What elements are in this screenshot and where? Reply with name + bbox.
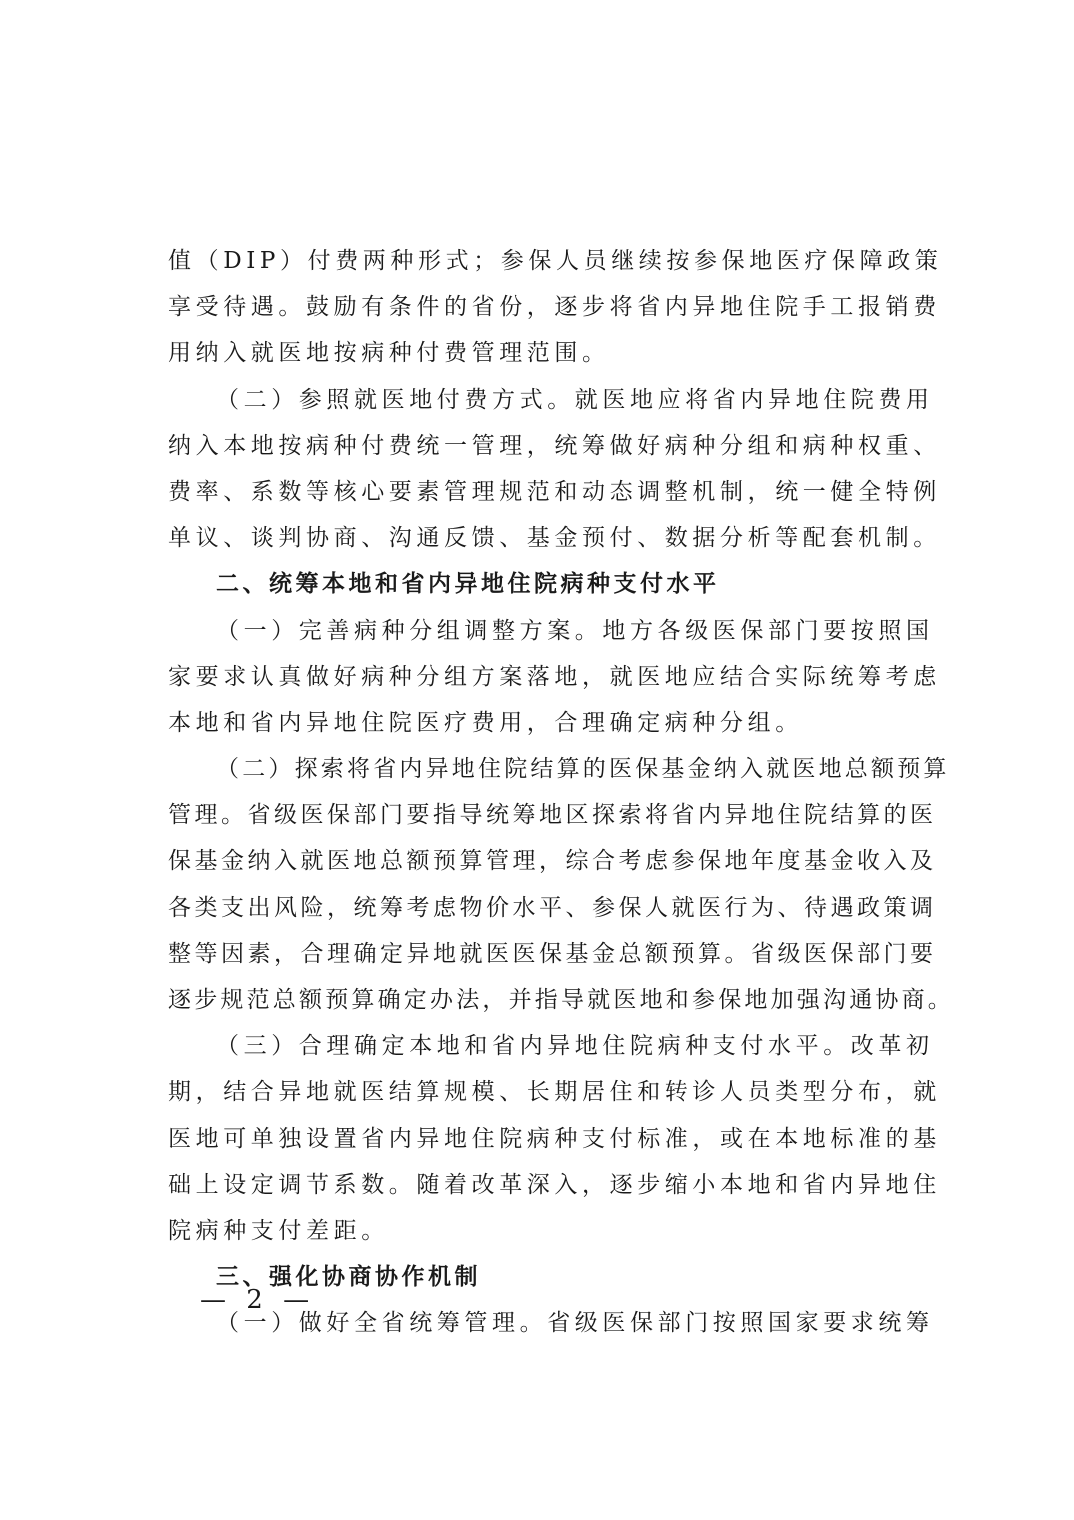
text-line: 本地和省内异地住院医疗费用，合理确定病种分组。	[168, 709, 803, 736]
text-line: （三）合理确定本地和省内异地住院病种支付水平。改革初	[216, 1033, 934, 1060]
text-line: 医地可单独设置省内异地住院病种支付标准，或在本地标准的基	[168, 1125, 941, 1152]
text-line: 单议、谈判协商、沟通反馈、基金预付、数据分析等配套机制。	[168, 525, 941, 552]
text-line: （一）做好全省统筹管理。省级医保部门按照国家要求统筹	[216, 1310, 934, 1337]
section-heading: 二、统筹本地和省内异地住院病种支付水平	[216, 571, 720, 598]
text-line: 整等因素，合理确定异地就医医保基金总额预算。省级医保部门要	[168, 940, 937, 967]
text-line: （一）完善病种分组调整方案。地方各级医保部门要按照国	[216, 617, 934, 644]
text-line: 纳入本地按病种付费统一管理，统筹做好病种分组和病种权重、	[168, 432, 941, 459]
page-number: — 2 —	[200, 1285, 316, 1315]
text-line: 费率、系数等核心要素管理规范和动态调整机制，统一健全特例	[168, 478, 941, 505]
text-line: 逐步规范总额预算确定办法，并指导就医地和参保地加强沟通协商。	[168, 987, 954, 1013]
section-heading: 三、强化协商协作机制	[216, 1264, 481, 1291]
text-line: 院病种支付差距。	[168, 1217, 389, 1244]
text-line: 各类支出风险，统筹考虑物价水平、参保人就医行为、待遇政策调	[168, 894, 937, 921]
text-line: 础上设定调节系数。随着改革深入，逐步缩小本地和省内异地住	[168, 1171, 941, 1198]
text-line: （二）参照就医地付费方式。就医地应将省内异地住院费用	[216, 386, 934, 413]
text-line: 用纳入就医地按病种付费管理范围。	[168, 340, 610, 367]
text-line: 家要求认真做好病种分组方案落地，就医地应结合实际统筹考虑	[168, 663, 941, 690]
text-line: （二）探索将省内异地住院结算的医保基金纳入就医地总额预算	[216, 756, 950, 783]
text-line: 管理。省级医保部门要指导统筹地区探索将省内异地住院结算的医	[168, 802, 937, 829]
text-line: 值（DIP）付费两种形式；参保人员继续按参保地医疗保障政策	[168, 248, 943, 274]
document-body	[168, 238, 954, 1347]
text-line: 享受待遇。鼓励有条件的省份，逐步将省内异地住院手工报销费	[168, 294, 941, 321]
text-line: 保基金纳入就医地总额预算管理，综合考虑参保地年度基金收入及	[168, 848, 937, 875]
text-line: 期，结合异地就医结算规模、长期居住和转诊人员类型分布，就	[168, 1079, 941, 1106]
